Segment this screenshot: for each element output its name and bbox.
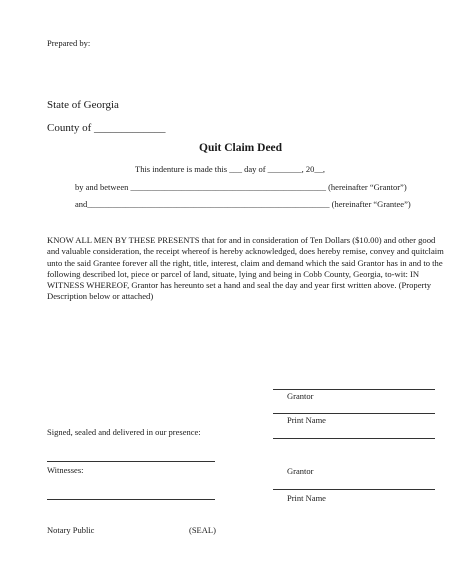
grantor-label-2: Grantor	[287, 466, 314, 476]
between-line: by and between ______________________________________________ (hereinafter “Grantor”)	[75, 182, 407, 192]
seal-label: (SEAL)	[189, 525, 216, 535]
print-name-line-1	[273, 413, 435, 414]
witnesses-label: Witnesses:	[47, 465, 84, 475]
grantor-label-1: Grantor	[287, 391, 314, 401]
print-name-line-2	[273, 489, 435, 490]
state-label: State of Georgia	[47, 99, 119, 111]
indenture-line: This indenture is made this ___ day of ________, 20__,	[135, 164, 326, 174]
and-line: and_________________________________________________________ (hereinafter “Grantee”)	[75, 199, 411, 209]
witness-line-1	[47, 461, 215, 462]
witness-line-2	[47, 499, 215, 500]
county-label: County of _____________	[47, 122, 166, 134]
document-title: Quit Claim Deed	[199, 142, 283, 154]
grantor-signature-line-1	[273, 389, 435, 390]
notary-public-label: Notary Public	[47, 525, 95, 535]
signed-sealed-label: Signed, sealed and delivered in our presence:	[47, 427, 201, 437]
body-paragraph: KNOW ALL MEN BY THESE PRESENTS that for and in consideration of Ten Dollars ($10.00) and other good and valuable consideration, the receipt whereof is hereby acknowledged, does hereby remise, convey and quitclaim unto the said Grantee forever all the right, title, interest, claim and demand which the said Grantor has in and to the following described lot, piece or parcel of land, situate, lying and being in Cobb County, Georgia, to-wit: IN WITNESS WHEREOF, Grantor has hereunto set a hand and seal the day and year first written above. (Property Description below or attached)	[47, 235, 444, 302]
grantor-signature-line-2	[273, 438, 435, 439]
print-name-label-2: Print Name	[287, 493, 326, 503]
prepared-by-label: Prepared by:	[47, 38, 91, 48]
print-name-label-1: Print Name	[287, 415, 326, 425]
